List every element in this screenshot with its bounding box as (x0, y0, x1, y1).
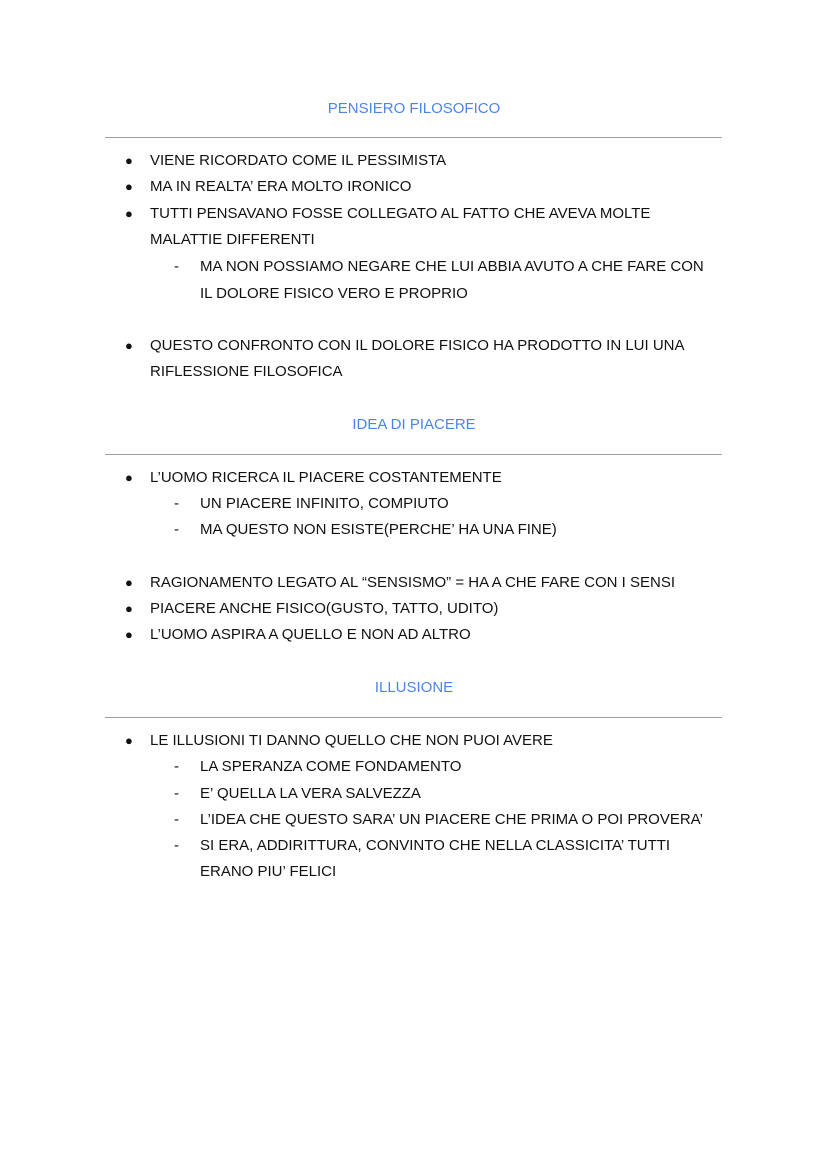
bullet: ● (125, 206, 133, 221)
list-item: QUESTO CONFRONTO CON IL DOLORE FISICO HA PRODOTTO IN LUI UNA (150, 337, 685, 354)
list-item: PIACERE ANCHE FISICO(GUSTO, TATTO, UDITO) (150, 600, 499, 617)
dash: - (174, 837, 179, 854)
dash: - (174, 811, 179, 828)
sub-list-item: MA QUESTO NON ESISTE(PERCHE’ HA UNA FINE) (200, 521, 557, 538)
bullet: ● (125, 470, 133, 485)
bullet: ● (125, 733, 133, 748)
bullet: ● (125, 153, 133, 168)
dash: - (174, 495, 179, 512)
list-item: TUTTI PENSAVANO FOSSE COLLEGATO AL FATTO CHE AVEVA MOLTE (150, 205, 651, 222)
list-item: L’UOMO ASPIRA A QUELLO E NON AD ALTRO (150, 626, 471, 643)
section-heading-2 (0, 412, 828, 438)
list-item: VIENE RICORDATO COME IL PESSIMISTA (150, 152, 447, 169)
dash: - (174, 258, 179, 275)
bullet: ● (125, 179, 133, 194)
divider-1 (105, 137, 722, 138)
sub-list-item: L’IDEA CHE QUESTO SARA’ UN PIACERE CHE PRIMA O POI PROVERA’ (200, 811, 703, 828)
bullet: ● (125, 338, 133, 353)
sub-list-item: SI ERA, ADDIRITTURA, CONVINTO CHE NELLA CLASSICITA’ TUTTI (200, 837, 671, 854)
sub-list-item-continuation: IL DOLORE FISICO VERO E PROPRIO (200, 285, 468, 302)
heading-illusione: ILLUSIONE (374, 679, 454, 696)
heading-idea-di-piacere: IDEA DI PIACERE (352, 416, 476, 433)
dash: - (174, 785, 179, 802)
list-item: L’UOMO RICERCA IL PIACERE COSTANTEMENTE (150, 469, 502, 486)
bullet: ● (125, 627, 133, 642)
list-item: LE ILLUSIONI TI DANNO QUELLO CHE NON PUOI AVERE (150, 732, 553, 749)
sub-list-item: E’ QUELLA LA VERA SALVEZZA (200, 785, 421, 802)
list-item: MA IN REALTA’ ERA MOLTO IRONICO (150, 178, 412, 195)
divider-2 (105, 454, 722, 455)
sub-list-item: UN PIACERE INFINITO, COMPIUTO (200, 495, 449, 512)
sub-list-item: MA NON POSSIAMO NEGARE CHE LUI ABBIA AVUTO A CHE FARE CON (200, 258, 704, 275)
list-item-continuation: RIFLESSIONE FILOSOFICA (150, 363, 343, 380)
sub-list-item: LA SPERANZA COME FONDAMENTO (200, 758, 462, 775)
sub-list-item-continuation: ERANO PIU’ FELICI (200, 863, 337, 880)
section-heading-3 (0, 675, 828, 701)
divider-3 (105, 717, 722, 718)
dash: - (174, 521, 179, 538)
dash: - (174, 758, 179, 775)
bullet: ● (125, 575, 133, 590)
bullet: ● (125, 601, 133, 616)
section-heading-1 (0, 96, 828, 122)
heading-pensiero-filosofico: PENSIERO FILOSOFICO (327, 100, 501, 117)
list-item-continuation: MALATTIE DIFFERENTI (150, 231, 315, 248)
list-item: RAGIONAMENTO LEGATO AL “SENSISMO” = HA A CHE FARE CON I SENSI (150, 574, 675, 591)
